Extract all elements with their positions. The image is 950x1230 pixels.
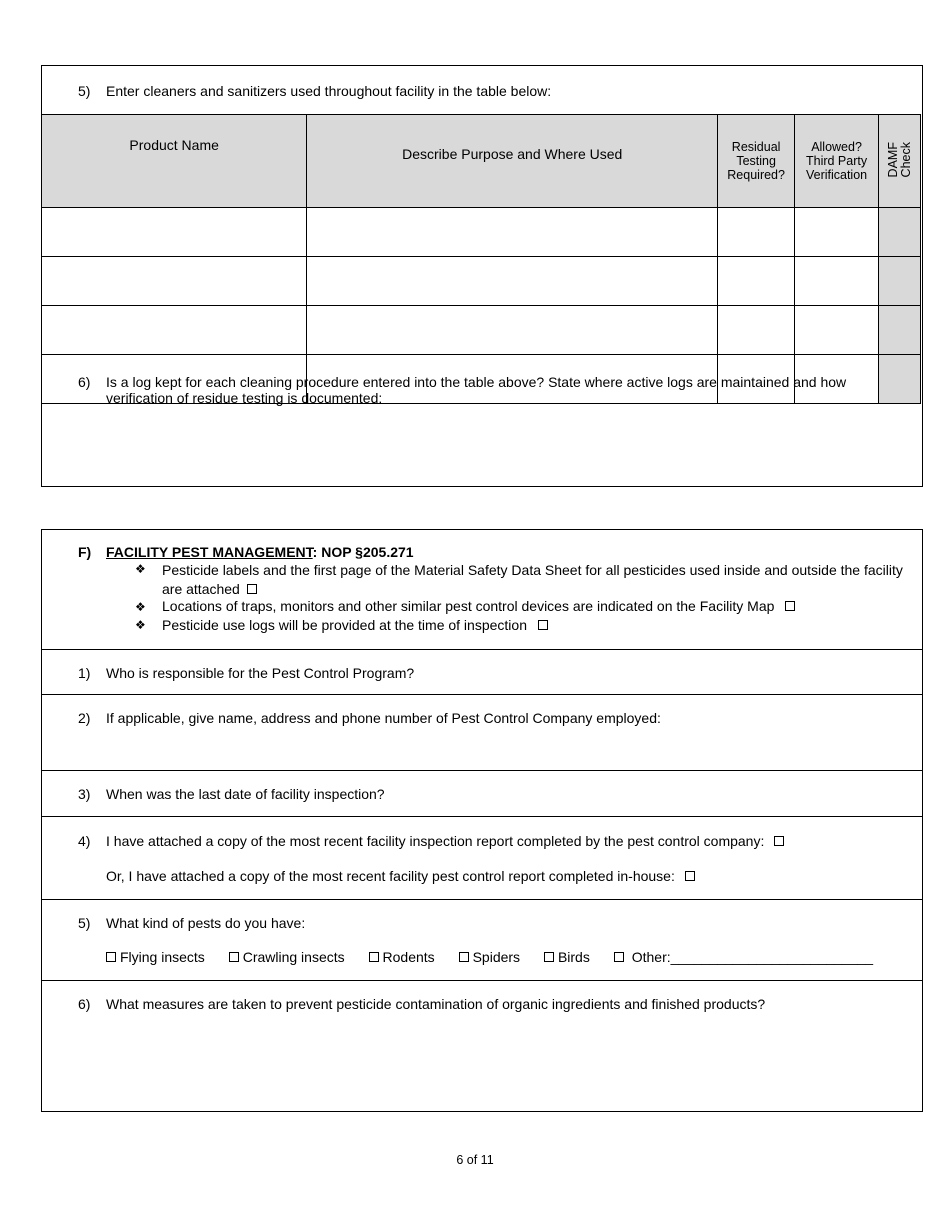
header-damf-line2: Check [898,141,913,178]
header-allowed-line3: Verification [805,168,868,182]
bullet-text: Pesticide use logs will be provided at the time of inspection [162,617,527,633]
header-residual-line3: Required? [727,168,785,182]
divider [42,770,922,771]
checkbox[interactable] [685,871,695,881]
checkbox[interactable] [538,620,548,630]
cell-purpose[interactable] [307,208,718,257]
header-product-name: Product Name [42,115,307,208]
bullet-text: Pesticide labels and the first page of the Material Safety Data Sheet for all pesticides used inside and outside the facility [162,562,903,578]
bullet-icon: ❖ [135,618,146,632]
option-label: Crawling insects [242,949,345,965]
header-allowed-line1: Allowed? [811,140,862,154]
header-purpose: Describe Purpose and Where Used [307,115,718,208]
header-damf-check [879,115,921,208]
bullet-icon: ❖ [135,562,146,576]
cell-residual-testing[interactable] [718,208,795,257]
question-text: What measures are taken to prevent pesticide contamination of organic ingredients and finished products? [106,996,766,1012]
section-reference: : NOP §205.271 [312,544,414,560]
checkbox-flying-insects[interactable] [106,952,116,962]
cell-damf-check [879,306,921,355]
question-number: 4) [78,833,91,849]
cell-allowed-verification[interactable] [795,306,879,355]
question-number: 6) [78,374,91,390]
table-row [42,257,921,306]
cleaners-section [41,65,923,487]
option-label: Birds [557,949,590,965]
question-text [106,374,846,406]
question-number: 5) [78,915,91,931]
divider [42,980,922,981]
cell-damf-check [879,257,921,306]
header-allowed-verification [795,115,879,208]
table-header-row [42,115,921,208]
cell-damf-check [879,355,921,404]
checkbox[interactable] [785,601,795,611]
cell-purpose[interactable] [307,306,718,355]
option-label-other[interactable]: Other:__________________________ [631,949,874,965]
bullet-item [162,598,798,614]
question-text-b: Or, I have attached a copy of the most recent facility pest control report completed in-house: [106,868,675,884]
checkbox-other[interactable] [614,952,624,962]
question-number: 6) [78,996,91,1012]
header-residual-line1: Residual [731,140,781,154]
header-residual-line2: Testing [736,154,776,168]
divider [42,816,922,817]
table-row [42,208,921,257]
checkbox-spiders[interactable] [459,952,469,962]
question-number: 3) [78,786,91,802]
bullet-icon: ❖ [135,600,146,614]
cell-product-name[interactable] [42,257,307,306]
checkbox-crawling-insects[interactable] [229,952,239,962]
header-residual-testing [718,115,795,208]
cell-damf-check [879,208,921,257]
cell-residual-testing[interactable] [718,306,795,355]
cell-residual-testing[interactable] [718,257,795,306]
divider [42,899,922,900]
divider [42,694,922,695]
option-label: Rodents [382,949,435,965]
question-text-line: Is a log kept for each cleaning procedure entered into the table above? State where active logs are maintained and how [106,374,847,390]
question-text: Who is responsible for the Pest Control Program? [106,665,415,681]
page-number: 6 of 11 [456,1153,494,1167]
checkbox[interactable] [247,584,257,594]
cell-purpose[interactable] [307,257,718,306]
cell-product-name[interactable] [42,208,307,257]
cell-product-name[interactable] [42,306,307,355]
question-number: 1) [78,665,91,681]
option-label: Spiders [472,949,521,965]
pest-options [106,949,873,965]
pest-management-section [41,529,923,1112]
header-damf-label [887,142,913,177]
question-text: What kind of pests do you have: [106,915,306,931]
checkbox[interactable] [774,836,784,846]
divider [42,649,922,650]
table-row [42,306,921,355]
section-letter: F) [78,544,92,560]
question-text-a: I have attached a copy of the most recent facility inspection report completed by the pest control company: [106,833,765,849]
cell-allowed-verification[interactable] [795,208,879,257]
checkbox-birds[interactable] [544,952,554,962]
cell-allowed-verification[interactable] [795,257,879,306]
checkbox-rodents[interactable] [369,952,379,962]
option-label: Flying insects [120,949,205,965]
bullet-text: Locations of traps, monitors and other similar pest control devices are indicated on the Facility Map [162,598,775,614]
question-text [106,833,787,849]
question-number: 5) [78,83,91,99]
question-text-line: verification of residue testing is documented: [106,390,383,406]
question-number: 2) [78,710,91,726]
bullet-text-line2 [162,580,903,599]
header-damf-line1: DAMF [885,141,900,178]
cleaners-table [41,114,921,404]
question-text: If applicable, give name, address and phone number of Pest Control Company employed: [106,710,661,726]
question-text: Enter cleaners and sanitizers used throughout facility in the table below: [106,83,552,99]
section-title [106,544,414,560]
section-title-text: FACILITY PEST MANAGEMENT [106,544,313,560]
question-text [106,868,698,884]
bullet-item [162,617,551,633]
bullet-text: are attached [162,581,240,597]
header-allowed-line2: Third Party [805,154,868,168]
question-text: When was the last date of facility inspection? [106,786,385,802]
bullet-item [162,561,903,599]
